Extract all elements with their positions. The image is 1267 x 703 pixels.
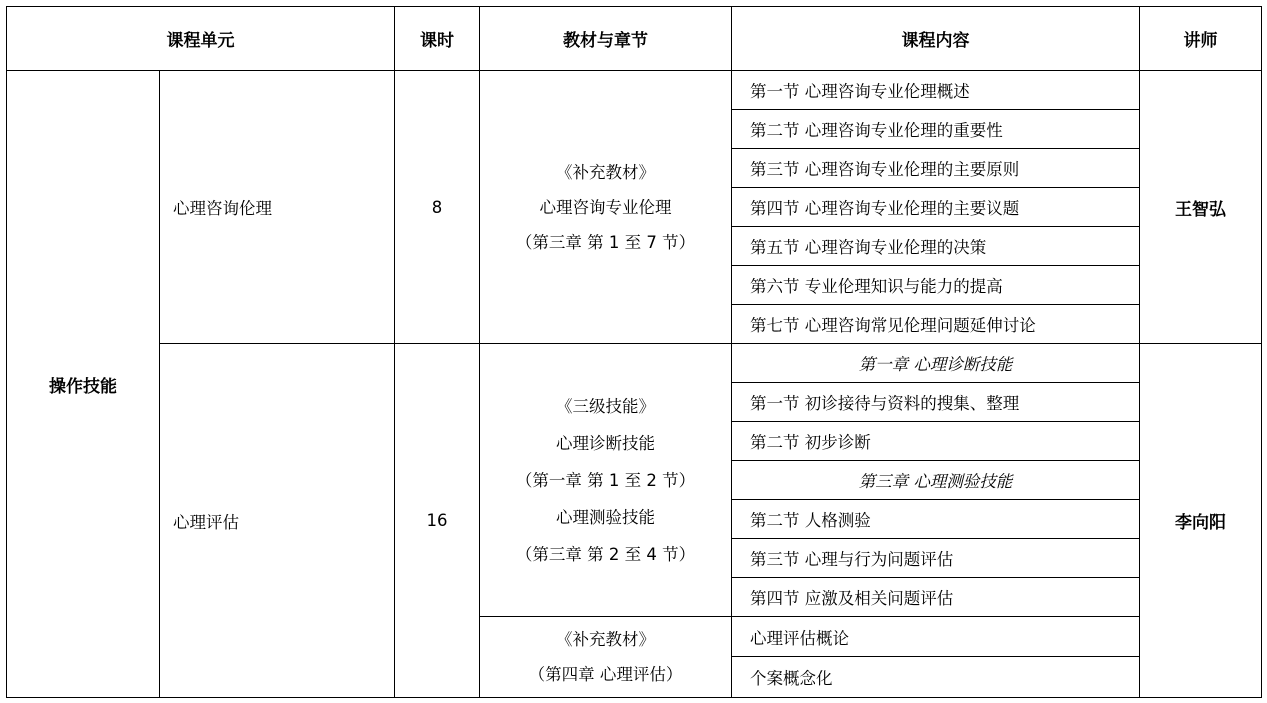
- header-content: 课程内容: [732, 7, 1140, 71]
- material-line: （第三章 第 2 至 4 节）: [515, 544, 696, 564]
- content-item: 第二节 心理咨询专业伦理的重要性: [732, 110, 1140, 149]
- table-row: [7, 344, 1262, 383]
- content-item: 第四节 应激及相关问题评估: [732, 578, 1140, 617]
- content-item: 第四节 心理咨询专业伦理的主要议题: [732, 188, 1140, 227]
- content-item: 第五节 心理咨询专业伦理的决策: [732, 227, 1140, 266]
- lecturer-assessment: 李向阳: [1140, 344, 1262, 698]
- content-item: 第二节 初步诊断: [732, 422, 1140, 461]
- unit-assessment: 心理评估: [160, 344, 395, 698]
- content-item: 第七节 心理咨询常见伦理问题延伸讨论: [732, 305, 1140, 344]
- content-chapter-heading: 第一章 心理诊断技能: [732, 344, 1140, 383]
- material-line: （第三章 第 1 至 7 节）: [515, 232, 696, 252]
- content-item: 第三节 心理咨询专业伦理的主要原则: [732, 149, 1140, 188]
- category-cell: 操作技能: [7, 71, 160, 698]
- header-lecturer: 讲师: [1140, 7, 1262, 71]
- course-schedule-table: [6, 6, 1262, 698]
- material-line: 《补充教材》: [556, 162, 655, 182]
- material-supplement: [480, 617, 732, 698]
- material-line: 《三级技能》: [556, 396, 655, 416]
- header-unit: 课程单元: [7, 7, 395, 71]
- hours-ethics: 8: [395, 71, 480, 344]
- header-material: 教材与章节: [480, 7, 732, 71]
- material-line: 心理测验技能: [556, 507, 655, 527]
- header-row: [7, 7, 1262, 71]
- lecturer-ethics: 王智弘: [1140, 71, 1262, 344]
- unit-ethics: 心理咨询伦理: [160, 71, 395, 344]
- material-ethics: [480, 71, 732, 344]
- material-line: （第一章 第 1 至 2 节）: [515, 470, 696, 490]
- material-line: 心理咨询专业伦理: [539, 197, 672, 217]
- content-item: 第三节 心理与行为问题评估: [732, 539, 1140, 578]
- content-item: 第六节 专业伦理知识与能力的提高: [732, 266, 1140, 305]
- header-hours: 课时: [395, 7, 480, 71]
- material-line: （第四章 心理评估）: [528, 665, 683, 684]
- content-item: 个案概念化: [732, 657, 1140, 698]
- content-item: 第一节 心理咨询专业伦理概述: [732, 71, 1140, 110]
- material-assessment: [480, 344, 732, 617]
- content-item: 第二节 人格测验: [732, 500, 1140, 539]
- hours-assessment: 16: [395, 344, 480, 698]
- content-item: 心理评估概论: [732, 617, 1140, 657]
- content-item: 第一节 初诊接待与资料的搜集、整理: [732, 383, 1140, 422]
- material-line: 《补充教材》: [556, 630, 655, 649]
- content-chapter-heading: 第三章 心理测验技能: [732, 461, 1140, 500]
- table-row: [7, 71, 1262, 110]
- material-line: 心理诊断技能: [556, 433, 655, 453]
